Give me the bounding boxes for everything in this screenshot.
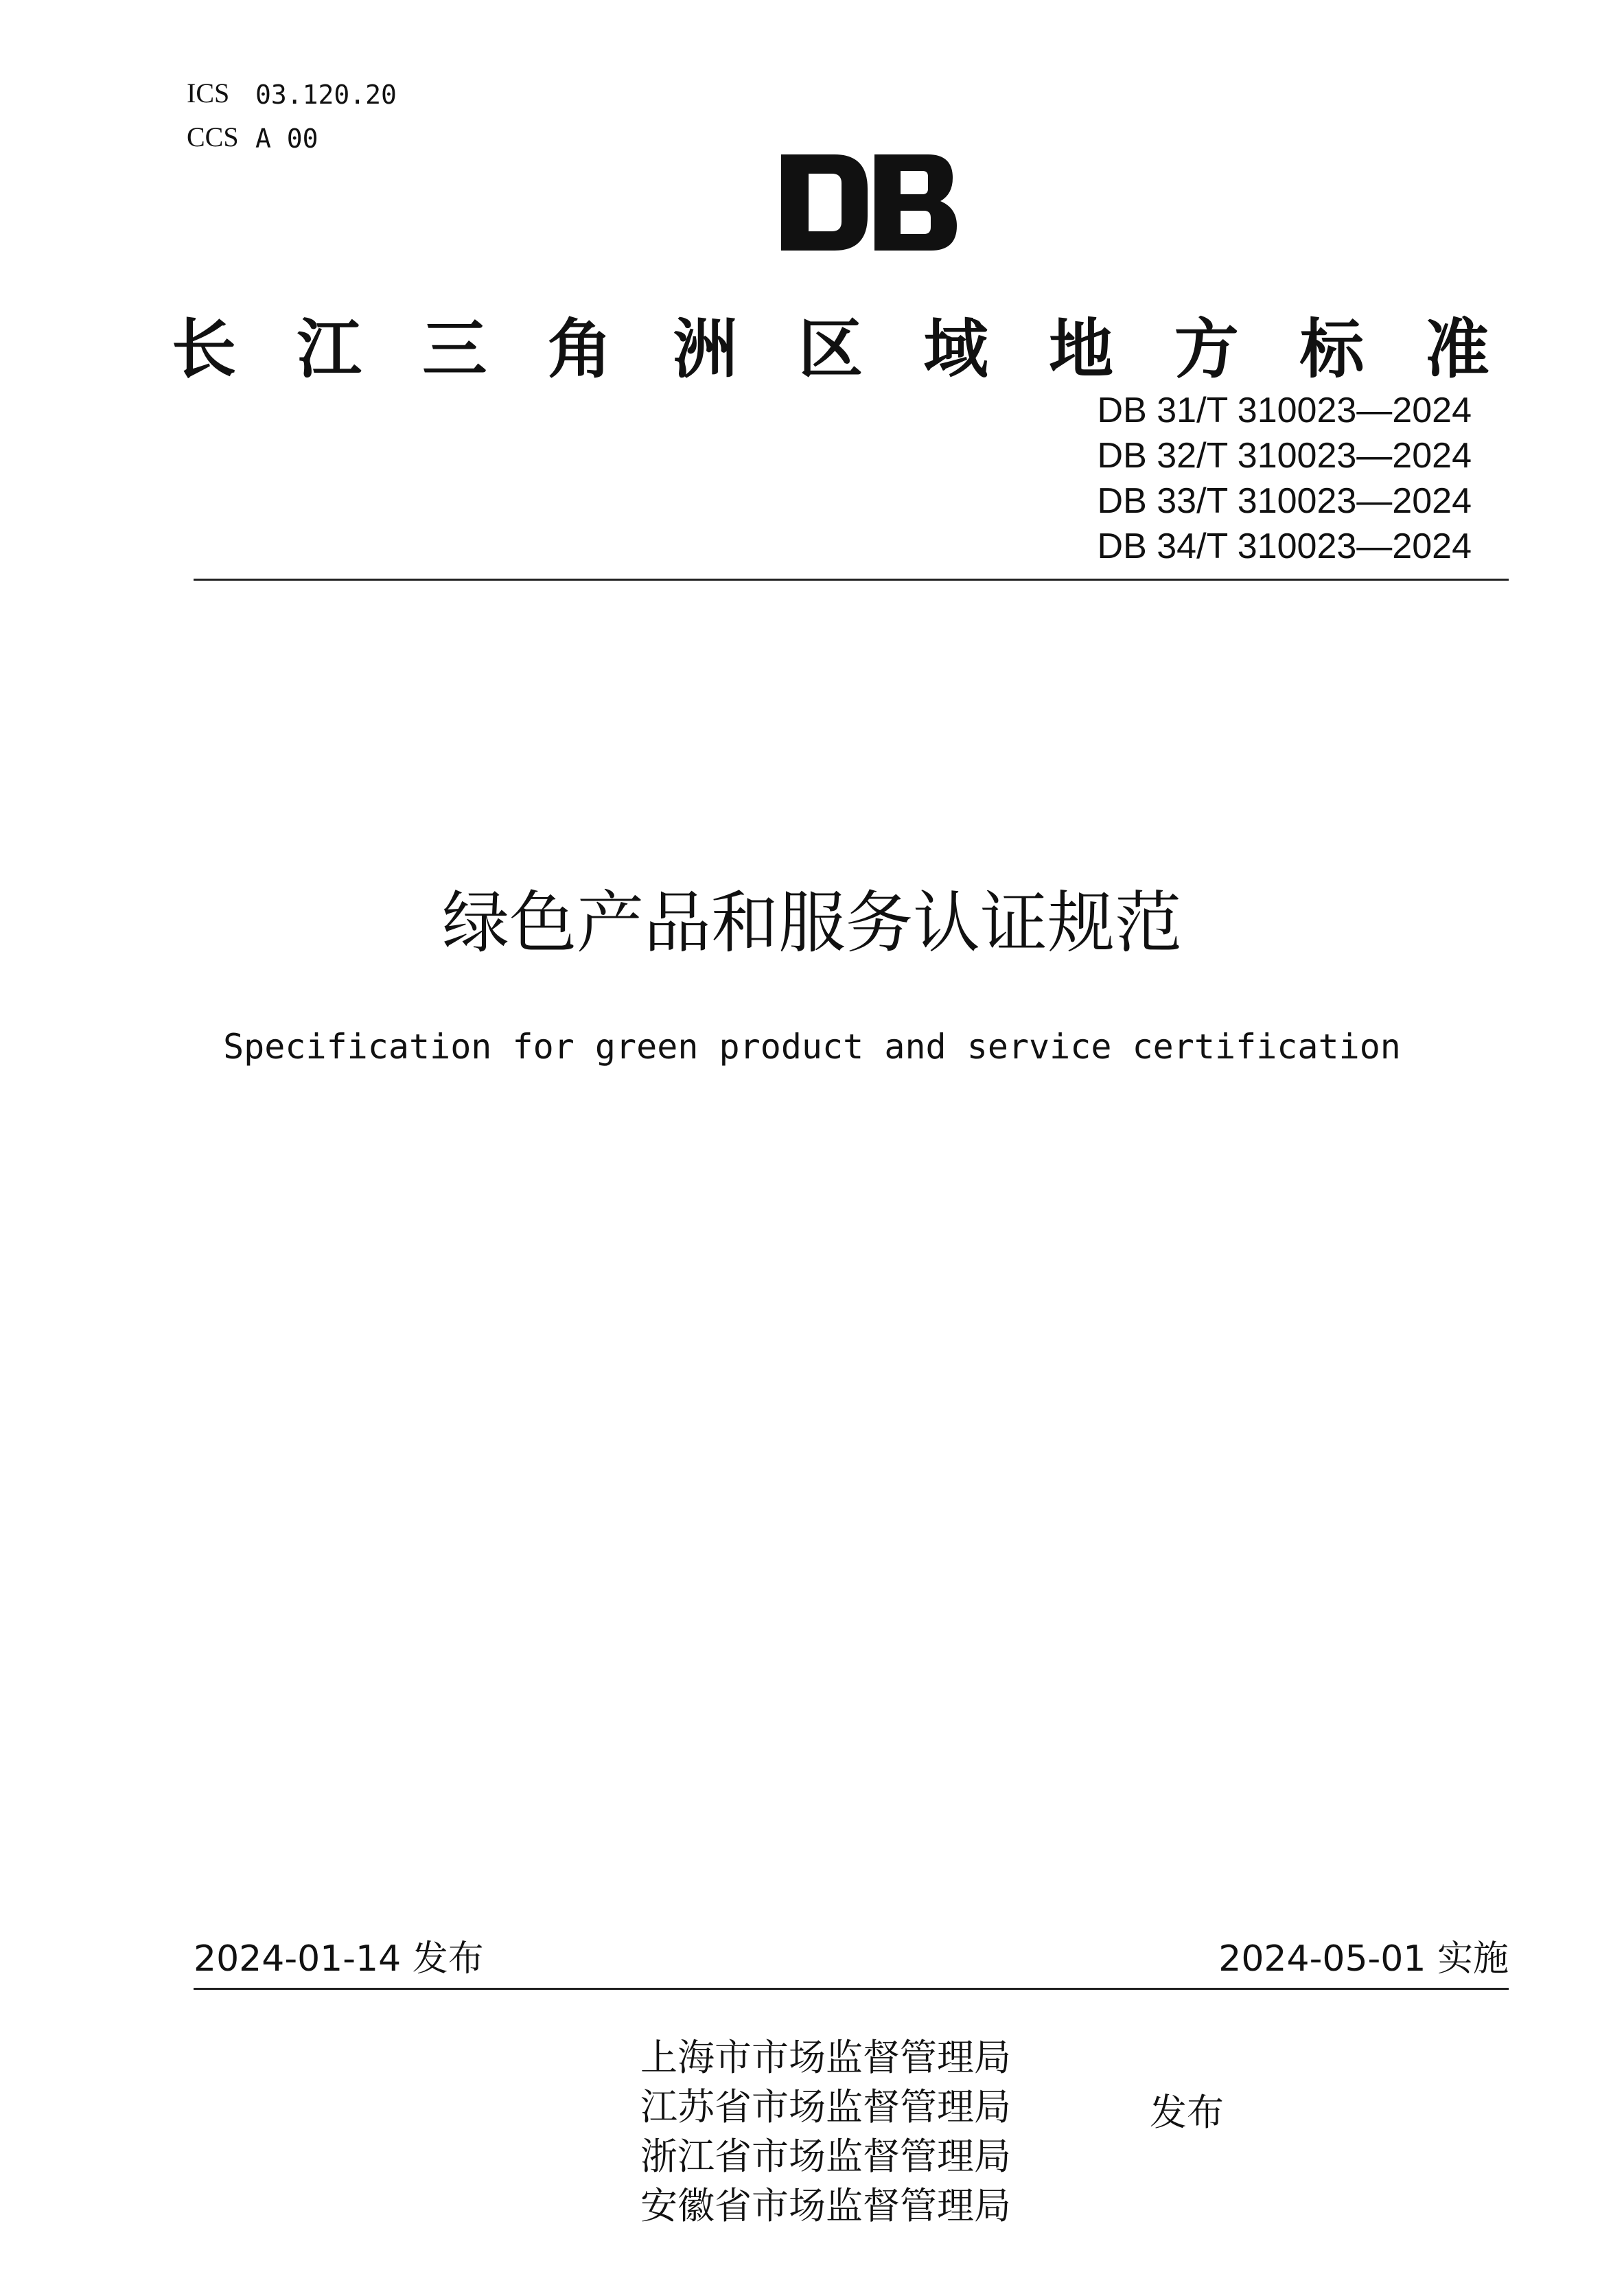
- issuer: 安徽省市场监督管理局: [640, 2184, 1011, 2227]
- db-logo-letter-b: [874, 154, 957, 251]
- standard-number: DB 31/T 310023—2024: [1097, 391, 1472, 430]
- issue-date: 2024-01-14 发布: [194, 1938, 484, 1980]
- series-char: 角: [547, 312, 612, 387]
- footer-divider: [194, 1988, 1509, 1990]
- ics-code: 03.120.20: [255, 80, 397, 110]
- series-char: 江: [297, 312, 362, 387]
- series-char: 地: [1049, 312, 1114, 387]
- ics-label: ICS: [187, 78, 230, 108]
- issue-word: 发布: [1150, 2091, 1224, 2134]
- header-divider: [194, 579, 1509, 581]
- document-title-english: Specification for green product and service certification: [223, 1027, 1401, 1067]
- standard-number: DB 32/T 310023—2024: [1097, 436, 1472, 476]
- ccs-code: A 00: [255, 124, 318, 154]
- standard-number: DB 33/T 310023—2024: [1097, 481, 1472, 521]
- issuer: 江苏省市场监督管理局: [640, 2085, 1011, 2129]
- series-char: 三: [422, 312, 487, 387]
- document-title: 绿色产品和服务认证规范: [441, 884, 1182, 962]
- standard-numbers: [1098, 388, 1472, 569]
- ccs-label: CCS: [187, 121, 239, 152]
- db-logo: [781, 154, 960, 251]
- issuing-authorities: [640, 2033, 1011, 2231]
- series-char: 方: [1174, 312, 1239, 387]
- issuer: 浙江省市场监督管理局: [640, 2135, 1011, 2178]
- series-char: 标: [1299, 312, 1365, 387]
- series-char: 长: [172, 312, 237, 387]
- series-char: 区: [798, 312, 863, 387]
- series-char: 域: [923, 312, 988, 387]
- standard-number: DB 34/T 310023—2024: [1097, 526, 1472, 566]
- series-char: 洲: [673, 312, 738, 387]
- standard-series-title: [172, 312, 1489, 388]
- series-char: 准: [1424, 312, 1489, 387]
- implementation-date: 2024-05-01 实施: [1218, 1938, 1509, 1980]
- db-logo-letter-d: [781, 154, 868, 251]
- issuer: 上海市市场监督管理局: [640, 2036, 1011, 2079]
